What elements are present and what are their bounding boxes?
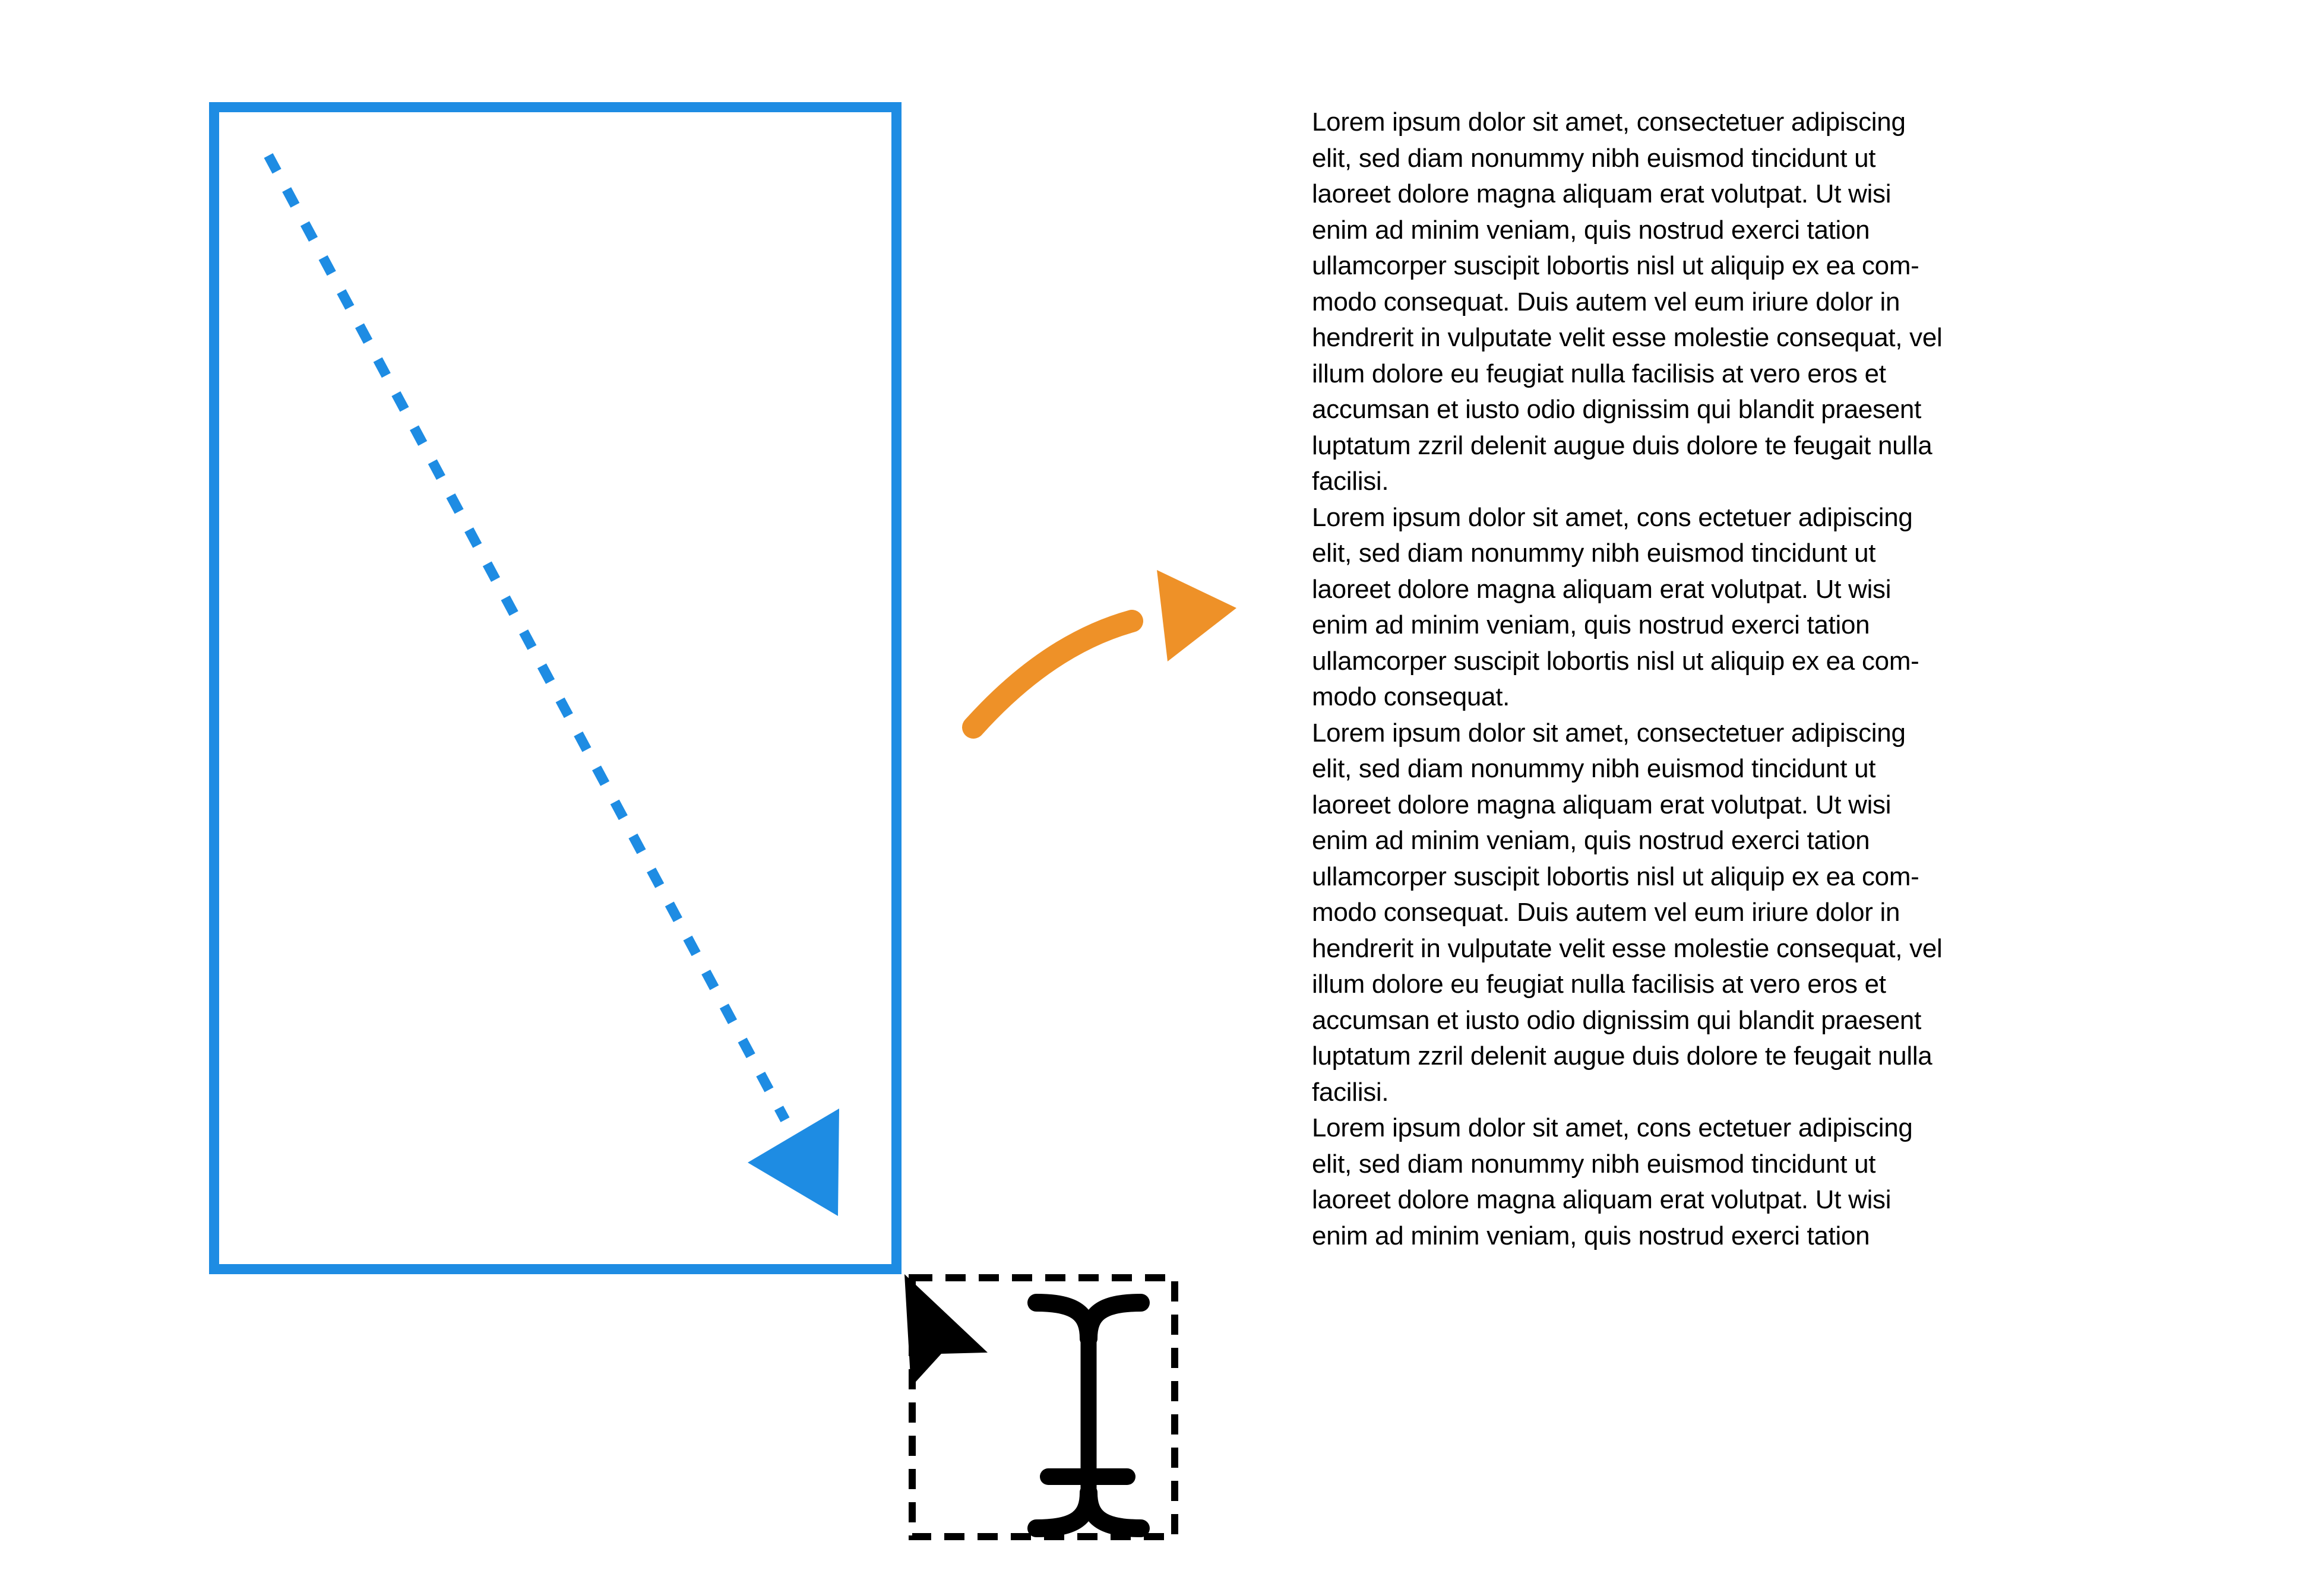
text-line: Lorem ipsum dolor sit amet, cons ectetuer adipiscing xyxy=(1312,1113,1913,1142)
text-line: Lorem ipsum dolor sit amet, cons ectetuer adipiscing xyxy=(1312,502,1913,532)
text-line: modo consequat. xyxy=(1312,682,1510,711)
text-line: luptatum zzril delenit augue duis dolore te feugait nulla xyxy=(1312,430,1932,460)
text-line: facilisi. xyxy=(1312,1077,1389,1107)
text-line: ullamcorper suscipit lobortis nisl ut aliquip ex ea com- xyxy=(1312,251,1919,280)
text-line: Lorem ipsum dolor sit amet, consectetuer adipiscing xyxy=(1312,718,1906,748)
text-line: modo consequat. Duis autem vel eum iriure dolor in xyxy=(1312,898,1900,927)
text-paragraph xyxy=(1312,104,2060,500)
text-line: accumsan et iusto odio dignissim qui blandit praesent xyxy=(1312,395,1922,424)
text-line: illum dolore eu feugiat nulla facilisis at vero eros et xyxy=(1312,359,1886,388)
text-line: ullamcorper suscipit lobortis nisl ut aliquip ex ea com- xyxy=(1312,646,1919,676)
text-cursor-bounding-box xyxy=(912,1278,1175,1537)
text-line: elit, sed diam nonummy nibh euismod tincidunt ut xyxy=(1312,754,1876,783)
text-paragraph xyxy=(1312,1110,2060,1254)
i-beam-bottom-right-arm xyxy=(1089,1493,1141,1528)
drag-arrowhead-icon xyxy=(748,1109,839,1216)
text-paragraph xyxy=(1312,715,2060,1111)
drag-path-dashed-line xyxy=(268,156,785,1120)
text-line: elit, sed diam nonummy nibh euismod tincidunt ut xyxy=(1312,539,1876,568)
text-line: enim ad minim veniam, quis nostrud exerci tation xyxy=(1312,1221,1870,1250)
text-line: laoreet dolore magna aliquam erat volutpat. Ut wisi xyxy=(1312,1185,1892,1214)
text-line: enim ad minim veniam, quis nostrud exerci tation xyxy=(1312,826,1870,855)
text-line: accumsan et iusto odio dignissim qui blandit praesent xyxy=(1312,1005,1922,1035)
curved-arrow-shaft xyxy=(973,621,1132,727)
mouse-pointer-icon xyxy=(904,1274,988,1387)
text-frame-outline xyxy=(214,107,897,1269)
text-line: Lorem ipsum dolor sit amet, consectetuer adipiscing xyxy=(1312,107,1906,137)
text-line: modo consequat. Duis autem vel eum iriure dolor in xyxy=(1312,287,1900,316)
text-line: enim ad minim veniam, quis nostrud exerci tation xyxy=(1312,215,1870,245)
text-line: elit, sed diam nonummy nibh euismod tincidunt ut xyxy=(1312,143,1876,173)
lorem-text-block xyxy=(1312,104,2060,1254)
text-line: enim ad minim veniam, quis nostrud exerci tation xyxy=(1312,610,1870,639)
text-line: hendrerit in vulputate velit esse molestie consequat, vel xyxy=(1312,933,1943,963)
curved-arrow-head-icon xyxy=(1157,570,1236,661)
text-line: laoreet dolore magna aliquam erat volutpat. Ut wisi xyxy=(1312,574,1892,604)
text-line: luptatum zzril delenit augue duis dolore te feugait nulla xyxy=(1312,1041,1932,1071)
i-beam-text-cursor-icon xyxy=(1036,1303,1141,1528)
text-line: hendrerit in vulputate velit esse molestie consequat, vel xyxy=(1312,323,1943,352)
text-line: laoreet dolore magna aliquam erat volutpat. Ut wisi xyxy=(1312,790,1892,819)
text-line: elit, sed diam nonummy nibh euismod tincidunt ut xyxy=(1312,1149,1876,1179)
text-line: facilisi. xyxy=(1312,467,1389,496)
text-line: illum dolore eu feugiat nulla facilisis at vero eros et xyxy=(1312,970,1886,999)
i-beam-top-right-arm xyxy=(1089,1303,1141,1338)
text-line: ullamcorper suscipit lobortis nisl ut aliquip ex ea com- xyxy=(1312,862,1919,891)
text-line: laoreet dolore magna aliquam erat volutpat. Ut wisi xyxy=(1312,179,1892,208)
text-paragraph xyxy=(1312,500,2060,715)
